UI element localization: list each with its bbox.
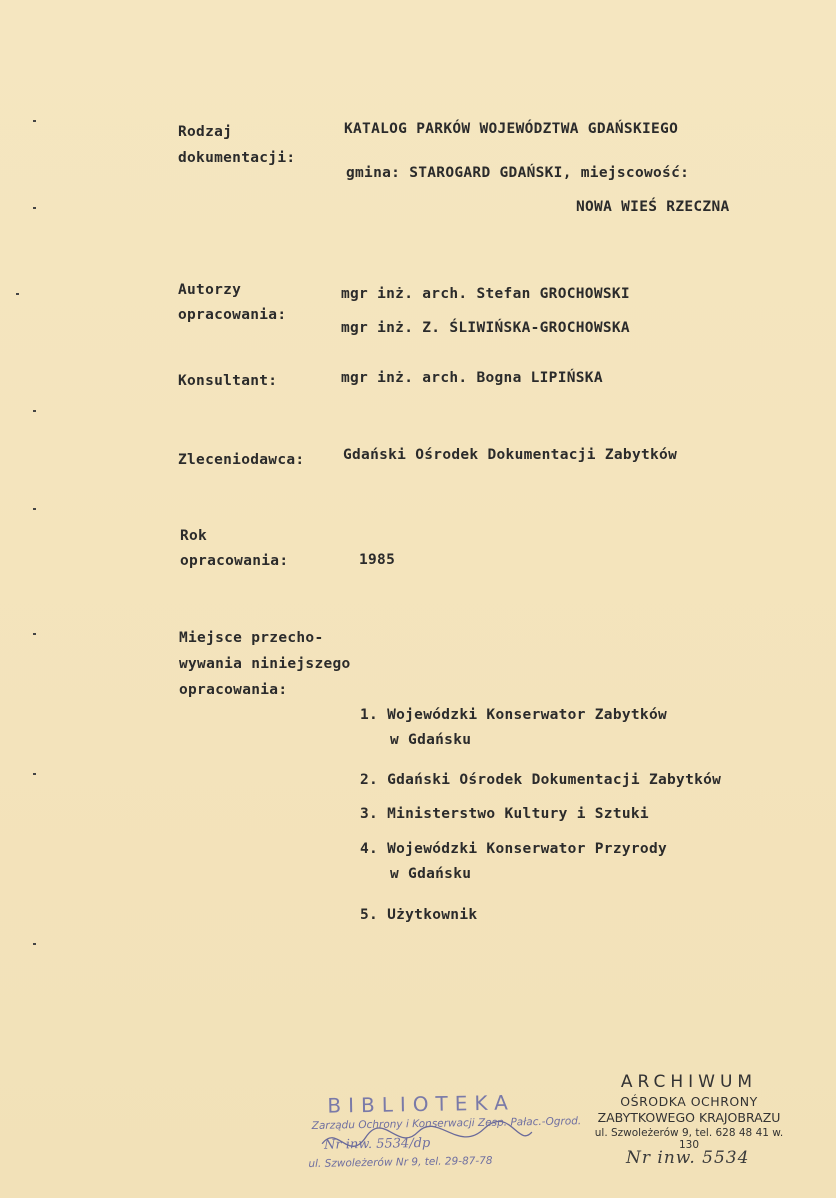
year-label-2: opracowania: [180, 553, 289, 569]
margin-mark [33, 120, 36, 122]
storage-item-2: 2. Gdański Ośrodek Dokumentacji Zabytków [360, 772, 722, 788]
archive-line2: OŚRODKA OCHRONY [620, 1094, 758, 1109]
margin-mark [33, 943, 36, 945]
storage-item-4: 4. Wojewódzki Konserwator Przyrody [360, 841, 668, 857]
doc-type-value-2: gmina: STAROGARD GDAŃSKI, miejscowość: [346, 165, 690, 181]
margin-mark [33, 633, 36, 635]
margin-mark [33, 207, 36, 209]
storage-item-1: 1. Wojewódzki Konserwator Zabytków [360, 707, 668, 723]
archive-address: ul. Szwoleżerów 9, tel. 628 48 41 w. 130 [594, 1127, 784, 1151]
doc-type-label-1: Rodzaj [178, 124, 233, 140]
authors-label-2: opracowania: [178, 307, 287, 323]
library-stamp-inventory: Nr inw. 5534/dp [323, 1135, 431, 1153]
consultant-label: Konsultant: [178, 373, 278, 389]
doc-type-label-2: dokumentacji: [178, 150, 296, 166]
year-value: 1985 [359, 552, 396, 568]
archive-line3: ZABYTKOWEGO KRAJOBRAZU [597, 1110, 781, 1125]
storage-label-1: Miejsce przecho- [179, 630, 324, 646]
handwritten-scribble-icon [307, 1090, 539, 1184]
authors-label-1: Autorzy [178, 282, 242, 298]
consultant-value: mgr inż. arch. Bogna LIPIŃSKA [341, 370, 603, 386]
storage-label-2: wywania niniejszego [179, 656, 351, 672]
client-label: Zleceniodawca: [178, 452, 305, 468]
margin-mark [33, 508, 36, 510]
storage-item-5: 5. Użytkownik [360, 907, 478, 923]
margin-mark [33, 410, 36, 412]
doc-type-value-1: KATALOG PARKÓW WOJEWÓDZTWA GDAŃSKIEGO [344, 121, 679, 137]
archive-title: ARCHIWUM [620, 1072, 758, 1092]
margin-mark [33, 773, 36, 775]
library-stamp-address: ul. Szwoleżerów Nr 9, tel. 29-87-78 [308, 1154, 493, 1171]
library-stamp-title: BIBLIOTEKA [327, 1090, 515, 1118]
storage-item-3: 3. Ministerstwo Kultury i Sztuki [360, 806, 649, 822]
storage-item-4-city: w Gdańsku [390, 866, 472, 882]
library-stamp [307, 1090, 582, 1189]
doc-type-value-3: NOWA WIEŚ RZECZNA [576, 199, 730, 215]
storage-item-1-city: w Gdańsku [390, 732, 472, 748]
library-stamp-line1: Zarządu Ochrony i Konserwacji Zesp. Pałac.-Ogrod. [311, 1115, 582, 1132]
storage-label-3: opracowania: [179, 682, 288, 698]
handwritten-inventory-number: Nr inw. 5534 [626, 1148, 750, 1168]
authors-value-1: mgr inż. arch. Stefan GROCHOWSKI [341, 286, 630, 302]
margin-mark [16, 293, 19, 295]
client-value: Gdański Ośrodek Dokumentacji Zabytków [343, 447, 678, 463]
authors-value-2: mgr inż. Z. ŚLIWIŃSKA-GROCHOWSKA [341, 320, 630, 336]
archive-stamp [584, 1072, 794, 1151]
year-label-1: Rok [180, 528, 208, 544]
